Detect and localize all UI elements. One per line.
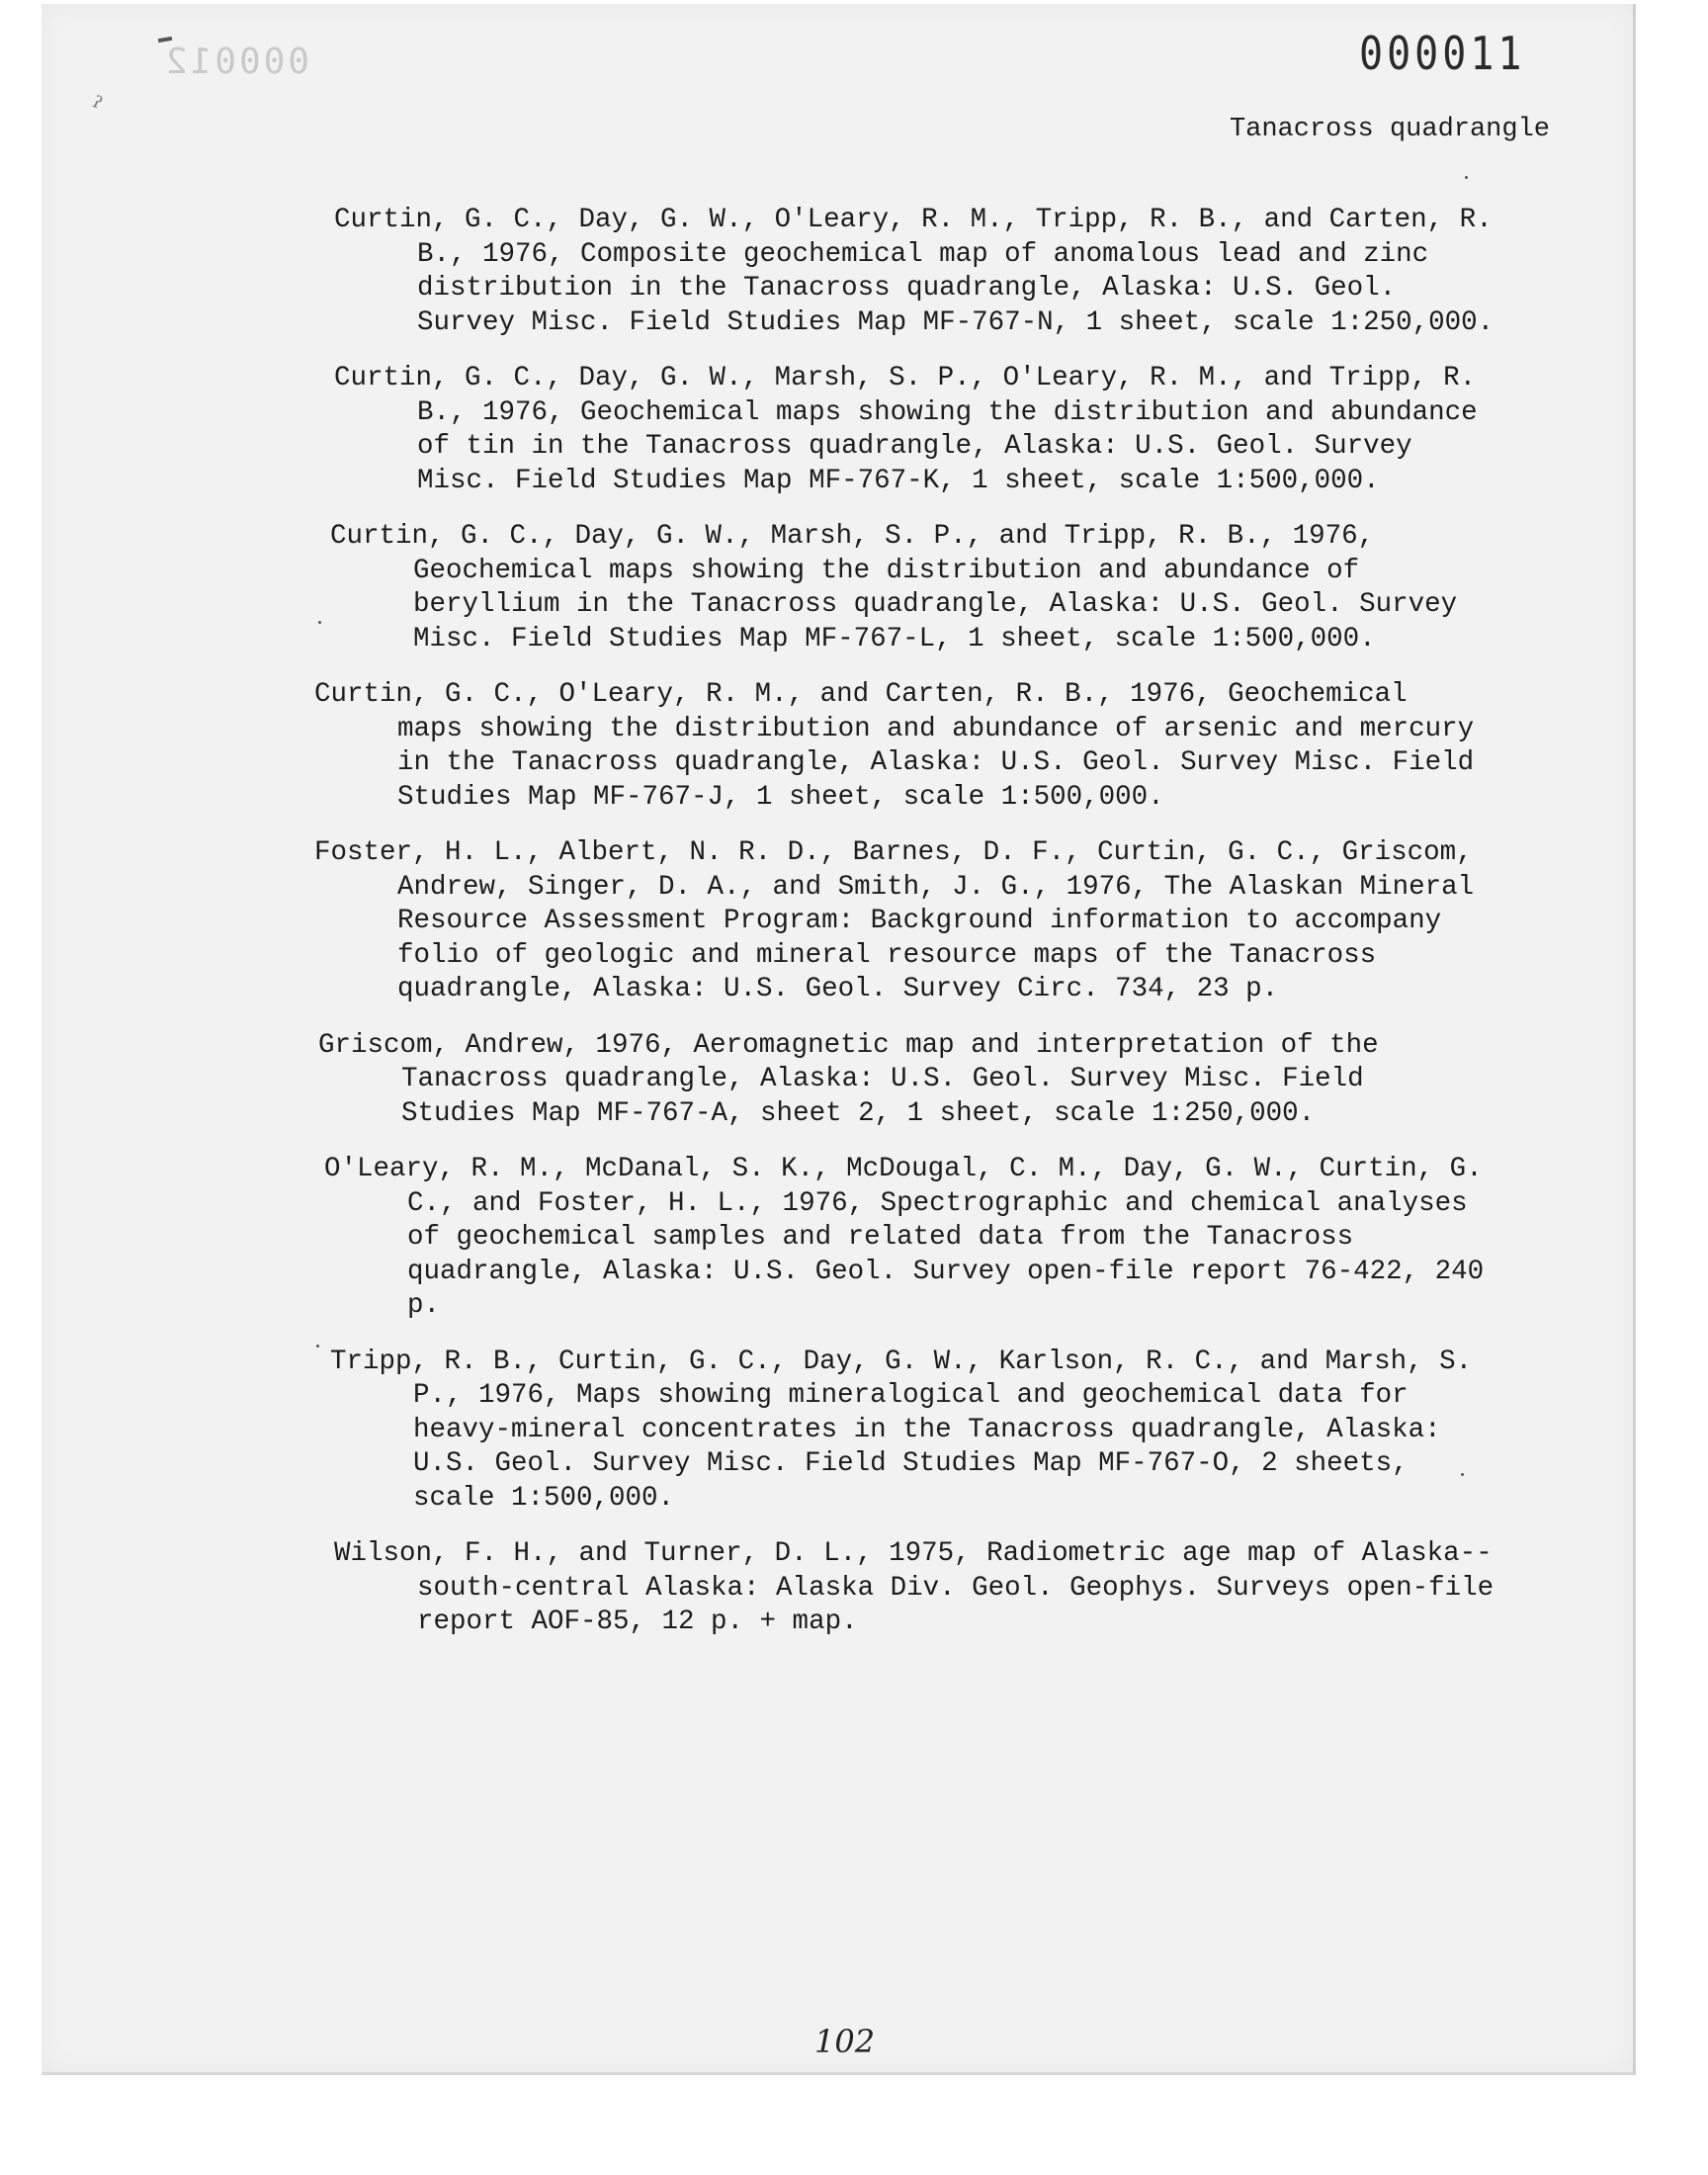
page-number: 102 xyxy=(814,2023,876,2060)
reference-entry: Curtin, G. C., O'Leary, R. M., and Carten, R. B., 1976, Geochemical maps showing the distribution and abundance of arsenic and mercury in the Tanacross quadrangle, Alaska: U.S. Geol. Survey Misc. Field Studies Map MF-767-J, 1 sheet, scale 1:500,000. xyxy=(314,679,1475,813)
document-number-stamp: 000011 xyxy=(1359,28,1526,81)
reference-entry: Tripp, R. B., Curtin, G. C., Day, G. W., Karlson, R. C., and Marsh, S. P., 1976, Maps showing mineralogical and geochemical data for heavy-mineral concentrates in the Tanacross quadrangle, Alaska: U.S. Geol. Survey Misc. Field Studies Map MF-767-O, 2 sheets, scale 1:500,000. xyxy=(330,1346,1473,1514)
reference-list xyxy=(0,204,1708,1662)
reference-entry: Curtin, G. C., Day, G. W., O'Leary, R. M., Tripp, R. B., and Carten, R. B., 1976, Composite geochemical map of anomalous lead and zinc distribution in the Tanacross quadrangle, Alaska: U.S. Geol. Survey Misc. Field Studies Map MF-767-N, 1 sheet, scale 1:250,000. xyxy=(334,205,1494,338)
reference-entry: Foster, H. L., Albert, N. R. D., Barnes, D. F., Curtin, G. C., Griscom, Andrew, Singer, D. A., and Smith, J. G., 1976, The Alaskan Mineral Resource Assessment Program: Background information to accompany folio of geologic and mineral resource maps of the Tanacross quadrangle, Alaska: U.S. Geol. Survey Circ. 734, 23 p. xyxy=(314,837,1475,1004)
scan-speck xyxy=(1465,176,1468,179)
scan-speck xyxy=(316,1345,319,1348)
reference-entry: Wilson, F. H., and Turner, D. L., 1975, Radiometric age map of Alaska--south-central Alaska: Alaska Div. Geol. Geophys. Surveys open-file report AOF-85, 12 p. + map. xyxy=(334,1538,1494,1637)
scan-speck xyxy=(318,621,321,624)
handwritten-corner-mark: ˀ xyxy=(83,90,107,127)
page-header: Tanacross quadrangle xyxy=(1229,115,1550,144)
reference-entry: Griscom, Andrew, 1976, Aeromagnetic map and interpretation of the Tanacross quadrangle, Alaska: U.S. Geol. Survey Misc. Field Studies Map MF-767-A, sheet 2, 1 sheet, scale 1:250,000. xyxy=(318,1029,1379,1129)
reference-entry: O'Leary, R. M., McDanal, S. K., McDougal, C. M., Day, G. W., Curtin, G. C., and Foster, H. L., 1976, Spectrographic and chemical analyses of geochemical samples and related data from the Tanacross quadrangle, Alaska: U.S. Geol. Survey open-file report 76-422, 240 p. xyxy=(324,1154,1485,1321)
bleed-through-stamp: 000012 xyxy=(163,42,310,82)
reference-entry: Curtin, G. C., Day, G. W., Marsh, S. P., and Tripp, R. B., 1976, Geochemical maps showing the distribution and abundance of beryllium in the Tanacross quadrangle, Alaska: U.S. Geol. Survey Misc. Field Studies Map MF-767-L, 1 sheet, scale 1:500,000. xyxy=(330,521,1458,654)
scan-speck xyxy=(1461,1473,1464,1476)
reference-entry: Curtin, G. C., Day, G. W., Marsh, S. P., O'Leary, R. M., and Tripp, R. B., 1976, Geochemical maps showing the distribution and abundance of tin in the Tanacross quadrangle, Alaska: U.S. Geol. Survey Misc. Field Studies Map MF-767-K, 1 sheet, scale 1:500,000. xyxy=(334,363,1478,496)
